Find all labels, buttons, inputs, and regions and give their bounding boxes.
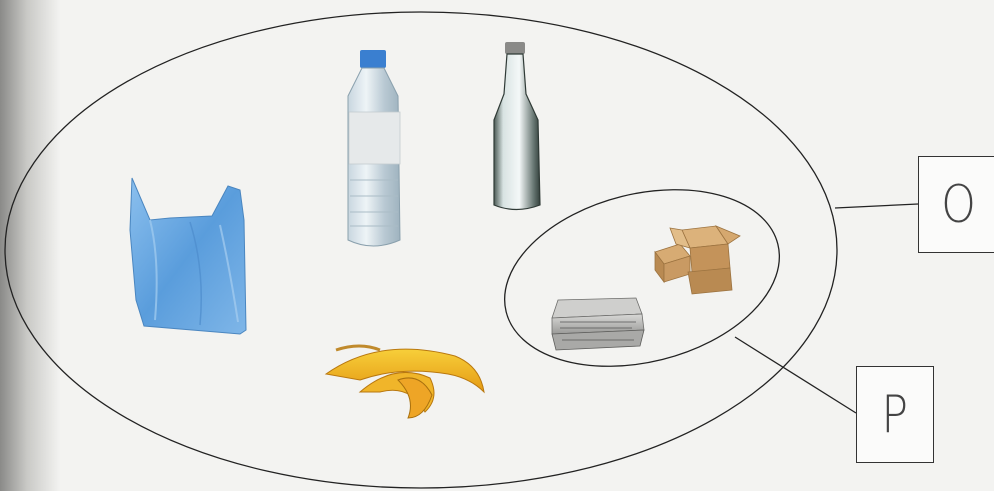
glass-bottle-icon [494,42,540,210]
plastic-water-bottle-icon [348,50,400,246]
outer-set-label-box [918,156,994,253]
inner-set-label-box [856,366,934,463]
leader-line-p [735,337,856,413]
inner-set-label: P [881,384,909,445]
leader-line-o [835,204,918,208]
plastic-bag-icon [130,178,246,334]
outer-set-label: O [940,174,976,235]
newspapers-icon [552,298,644,350]
banana-peel-icon [326,346,484,418]
cardboard-boxes-icon [655,226,740,294]
